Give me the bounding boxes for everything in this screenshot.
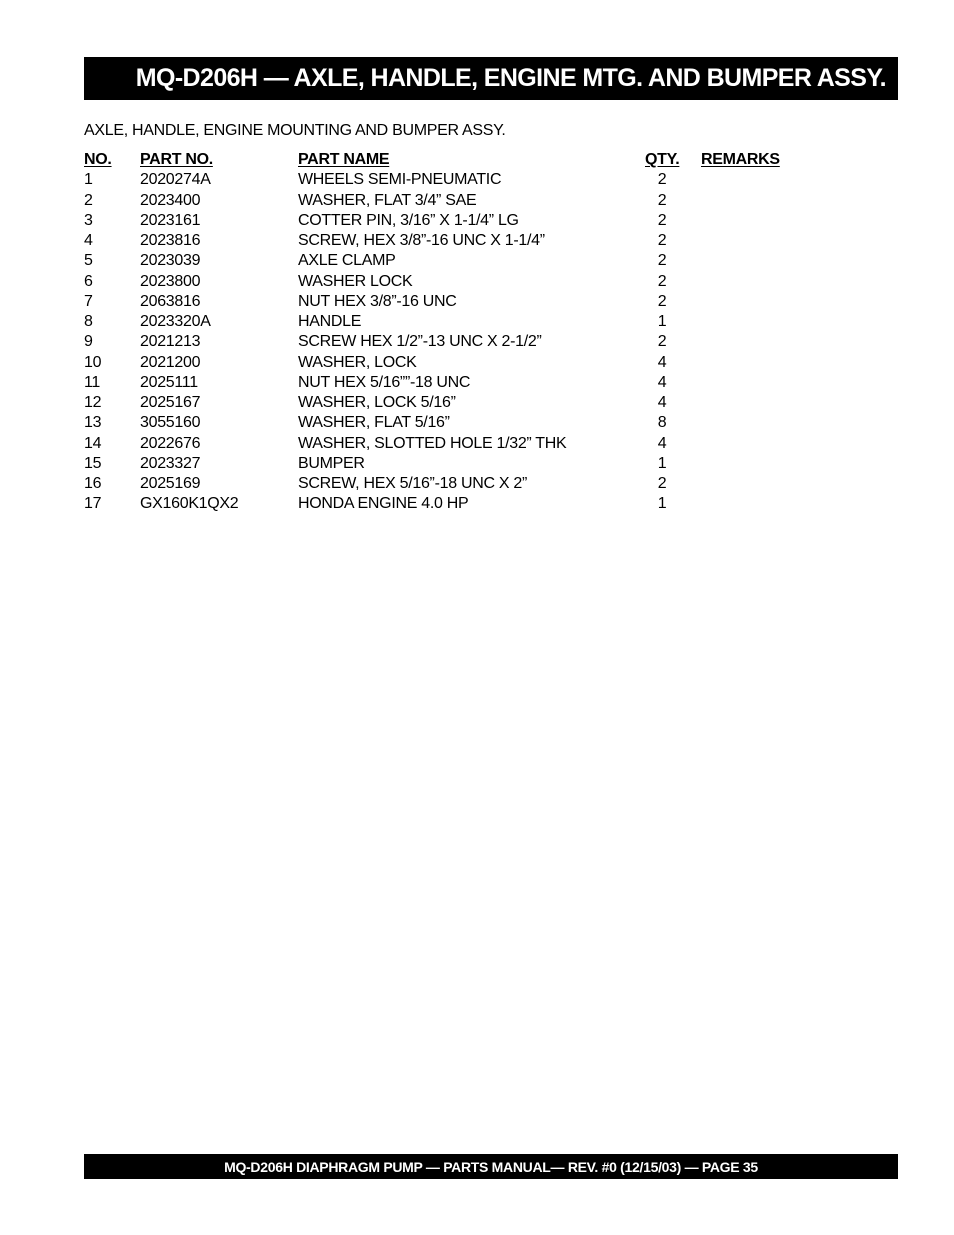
cell-qty: 2 [657, 191, 667, 209]
cell-part-no: 2023400 [140, 191, 201, 209]
page-footer-bar [84, 1154, 898, 1179]
cell-part-name: HANDLE [298, 313, 362, 330]
cell-no: 2 [84, 191, 93, 209]
cell-part-no: 2023816 [140, 232, 201, 249]
cell-no: 1 [84, 171, 93, 189]
table-row [84, 474, 804, 494]
cell-part-name: COTTER PIN, 3/16” X 1-1/4” LG [298, 211, 519, 229]
cell-part-name: WASHER, LOCK [298, 353, 417, 371]
cell-part-name: SCREW, HEX 3/8”-16 UNC X 1-1/4” [298, 232, 545, 249]
cell-part-no: 2023800 [140, 272, 201, 290]
parts-table [84, 150, 804, 515]
cell-no: 6 [84, 272, 93, 290]
cell-part-name: NUT HEX 3/8”-16 UNC [298, 292, 457, 310]
cell-no: 3 [84, 211, 93, 229]
page-footer: MQ-D206H DIAPHRAGM PUMP — PARTS MANUAL— REV. #0 (12/15/03) — PAGE 35 [224, 1158, 758, 1175]
column-header-no: NO. [84, 151, 112, 168]
cell-qty: 2 [657, 292, 667, 310]
table-body [84, 170, 804, 514]
cell-part-name: WASHER, FLAT 5/16” [298, 414, 450, 432]
cell-part-name: HONDA ENGINE 4.0 HP [298, 495, 469, 513]
section-subtitle: AXLE, HANDLE, ENGINE MOUNTING AND BUMPER ASSY. [84, 122, 506, 139]
cell-no: 15 [84, 454, 102, 472]
cell-part-no: GX160K1QX2 [140, 495, 239, 513]
cell-no: 9 [84, 333, 93, 351]
cell-no: 4 [84, 232, 93, 249]
table-row [84, 312, 804, 332]
cell-part-name: WASHER, FLAT 3/4” SAE [298, 191, 477, 209]
cell-no: 13 [84, 414, 102, 432]
cell-part-no: 2025167 [140, 394, 201, 411]
cell-qty: 2 [657, 272, 667, 290]
cell-part-no: 2025169 [140, 475, 201, 492]
table-row [84, 494, 804, 514]
column-header-remarks: REMARKS [701, 151, 780, 168]
cell-part-no: 2023161 [140, 211, 201, 229]
cell-no: 11 [84, 373, 101, 391]
table-row [84, 231, 804, 251]
cell-part-no: 2023039 [140, 252, 201, 270]
table-row [84, 251, 804, 271]
cell-qty: 1 [657, 313, 667, 330]
cell-part-name: WASHER LOCK [298, 272, 413, 290]
cell-qty: 4 [657, 434, 667, 452]
cell-part-no: 3055160 [140, 414, 201, 432]
cell-no: 8 [84, 313, 93, 330]
cell-part-no: 2025111 [140, 373, 198, 391]
column-header-qty: QTY. [645, 151, 680, 168]
cell-part-no: 2021213 [140, 333, 201, 351]
cell-no: 14 [84, 434, 102, 452]
cell-qty: 2 [657, 211, 667, 229]
page-title: MQ-D206H — AXLE, HANDLE, ENGINE MTG. AND BUMPER ASSY. [135, 64, 886, 92]
cell-qty: 4 [657, 353, 667, 371]
cell-part-no: 2020274A [140, 171, 211, 189]
table-row [84, 292, 804, 312]
cell-part-no: 2022676 [140, 434, 201, 452]
cell-part-name: WASHER, LOCK 5/16” [298, 394, 456, 411]
table-row [84, 434, 804, 454]
table-row [84, 191, 804, 211]
cell-qty: 2 [657, 171, 667, 189]
cell-part-no: 2063816 [140, 292, 201, 310]
table-row [84, 454, 804, 474]
table-row [84, 332, 804, 352]
cell-part-name: WASHER, SLOTTED HOLE 1/32” THK [298, 434, 567, 452]
table-row [84, 413, 804, 433]
cell-no: 12 [84, 394, 102, 411]
cell-part-name: SCREW HEX 1/2”-13 UNC X 2-1/2” [298, 333, 542, 351]
cell-qty: 8 [657, 414, 667, 432]
table-row [84, 211, 804, 231]
table-row [84, 353, 804, 373]
table-row [84, 373, 804, 393]
cell-part-no: 2023327 [140, 454, 201, 472]
page-title-bar [84, 57, 898, 100]
column-header-part-no: PART NO. [140, 151, 213, 168]
cell-qty: 2 [657, 252, 667, 270]
cell-qty: 1 [657, 454, 667, 472]
cell-part-name: AXLE CLAMP [298, 252, 396, 270]
cell-part-name: SCREW, HEX 5/16”-18 UNC X 2” [298, 475, 527, 492]
cell-part-name: WHEELS SEMI-PNEUMATIC [298, 171, 502, 189]
table-row [84, 170, 804, 190]
cell-part-name: NUT HEX 5/16””-18 UNC [298, 373, 471, 391]
cell-qty: 2 [657, 333, 667, 351]
cell-qty: 1 [657, 495, 667, 513]
column-header-part-name: PART NAME [298, 151, 390, 168]
table-header-row [84, 150, 804, 170]
table-row [84, 272, 804, 292]
cell-no: 17 [84, 495, 102, 513]
cell-qty: 4 [657, 373, 667, 391]
cell-qty: 4 [657, 394, 667, 411]
cell-qty: 2 [657, 232, 667, 249]
table-row [84, 393, 804, 413]
cell-part-no: 2023320A [140, 313, 211, 330]
cell-no: 16 [84, 475, 102, 492]
cell-part-name: BUMPER [298, 454, 365, 472]
cell-no: 10 [84, 353, 102, 371]
cell-no: 5 [84, 252, 93, 270]
cell-qty: 2 [657, 475, 667, 492]
cell-part-no: 2021200 [140, 353, 201, 371]
cell-no: 7 [84, 292, 93, 310]
